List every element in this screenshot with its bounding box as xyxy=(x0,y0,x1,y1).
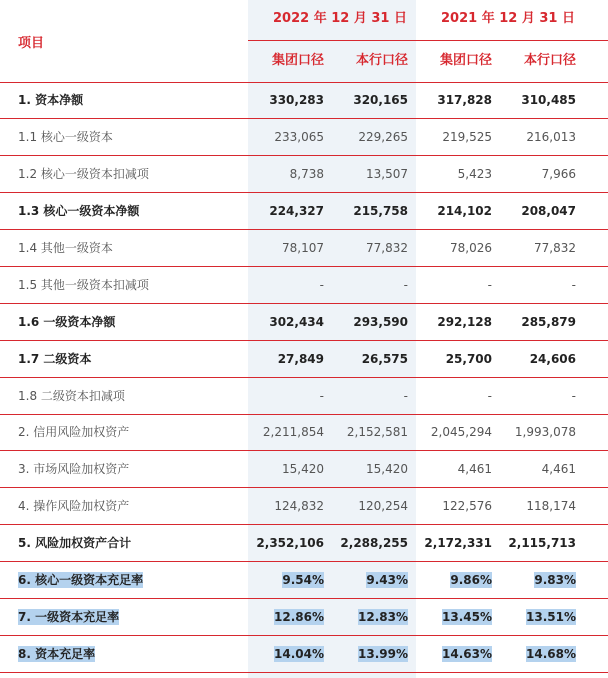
row-value: 330,283 xyxy=(269,93,324,107)
table-row xyxy=(0,378,608,415)
row-label: 1.8 二级资本扣减项 xyxy=(18,389,125,403)
row-value: 24,606 xyxy=(529,352,576,366)
header-year-2022: 2022 年 12 月 31 日 xyxy=(273,11,407,26)
row-value: - xyxy=(487,278,492,292)
row-label: 2. 信用风险加权资产 xyxy=(18,425,130,439)
table-row xyxy=(0,562,608,599)
row-value: 122,576 xyxy=(442,499,492,513)
row-value: 9.86% xyxy=(450,573,492,587)
row-label: 1.5 其他一级资本扣减项 xyxy=(18,278,149,292)
row-value: 27,849 xyxy=(277,352,324,366)
row-label: 1.4 其他一级资本 xyxy=(18,241,113,255)
row-label: 1.1 核心一级资本 xyxy=(18,130,113,144)
table-row xyxy=(0,156,608,193)
row-label: 8. 资本充足率 xyxy=(18,647,96,661)
row-value: 9.43% xyxy=(366,573,408,587)
row-value: 224,327 xyxy=(269,204,324,218)
header-bank-2021: 本行口径 xyxy=(523,53,576,68)
row-value: - xyxy=(319,278,324,292)
row-value: 7,966 xyxy=(541,167,576,181)
table-row xyxy=(0,341,608,378)
row-value: 219,525 xyxy=(442,130,492,144)
row-value: 8,738 xyxy=(289,167,324,181)
table-row xyxy=(0,230,608,267)
row-value: 78,107 xyxy=(282,241,324,255)
row-value: 317,828 xyxy=(437,93,492,107)
row-value: 118,174 xyxy=(526,499,576,513)
row-value: 2,172,331 xyxy=(424,536,492,550)
row-value: 233,065 xyxy=(274,130,324,144)
header-divider xyxy=(248,40,608,41)
row-value: 320,165 xyxy=(353,93,408,107)
table-row xyxy=(0,267,608,304)
row-value: 2,045,294 xyxy=(430,425,492,439)
header-group-2022: 集团口径 xyxy=(271,53,324,68)
row-value: 120,254 xyxy=(358,499,408,513)
table-row xyxy=(0,636,608,673)
row-value: 5,423 xyxy=(457,167,492,181)
row-value: 4,461 xyxy=(541,462,576,476)
row-value: 14.04% xyxy=(274,647,324,661)
table-row xyxy=(0,451,608,488)
row-value: 2,352,106 xyxy=(256,536,324,550)
row-label: 1.6 一级资本净额 xyxy=(18,315,116,329)
row-label: 4. 操作风险加权资产 xyxy=(18,499,130,513)
table-row xyxy=(0,193,608,230)
row-value: 13.99% xyxy=(358,647,408,661)
row-value: - xyxy=(487,389,492,403)
row-value: - xyxy=(319,389,324,403)
table-row xyxy=(0,525,608,562)
row-value: 77,832 xyxy=(366,241,408,255)
row-value: 216,013 xyxy=(526,130,576,144)
row-value: 285,879 xyxy=(521,315,576,329)
row-value: 14.63% xyxy=(442,647,492,661)
row-value: 2,211,854 xyxy=(262,425,324,439)
row-label: 1. 资本净额 xyxy=(18,93,84,107)
row-value: - xyxy=(403,278,408,292)
row-label: 6. 核心一级资本充足率 xyxy=(18,573,144,587)
header-item-label: 项目 xyxy=(18,36,45,51)
row-value: 13.45% xyxy=(442,610,492,624)
row-value: 15,420 xyxy=(366,462,408,476)
row-value: 2,115,713 xyxy=(508,536,576,550)
row-label: 7. 一级资本充足率 xyxy=(18,610,120,624)
header-year-2021: 2021 年 12 月 31 日 xyxy=(441,11,575,26)
row-label: 5. 风险加权资产合计 xyxy=(18,536,132,550)
row-value: 124,832 xyxy=(274,499,324,513)
row-value: 78,026 xyxy=(450,241,492,255)
row-divider xyxy=(0,672,608,673)
row-label: 1.3 核心一级资本净额 xyxy=(18,204,140,218)
row-label: 1.7 二级资本 xyxy=(18,352,92,366)
row-value: 302,434 xyxy=(269,315,324,329)
row-value: 214,102 xyxy=(437,204,492,218)
row-value: 25,700 xyxy=(445,352,492,366)
row-value: 1,993,078 xyxy=(514,425,576,439)
row-value: 208,047 xyxy=(521,204,576,218)
row-value: 9.83% xyxy=(534,573,576,587)
table-row xyxy=(0,414,608,451)
row-value: 229,265 xyxy=(358,130,408,144)
row-value: 9.54% xyxy=(282,573,324,587)
row-value: 4,461 xyxy=(457,462,492,476)
table-row xyxy=(0,119,608,156)
row-value: 215,758 xyxy=(353,204,408,218)
row-value: 26,575 xyxy=(361,352,408,366)
row-value: 2,288,255 xyxy=(340,536,408,550)
row-value: - xyxy=(571,278,576,292)
table-row xyxy=(0,599,608,636)
table-row xyxy=(0,488,608,525)
row-label: 1.2 核心一级资本扣减项 xyxy=(18,167,149,181)
row-value: 77,832 xyxy=(534,241,576,255)
header-group-2021: 集团口径 xyxy=(439,53,492,68)
row-value: 12.83% xyxy=(358,610,408,624)
table-row xyxy=(0,304,608,341)
row-value: 12.86% xyxy=(274,610,324,624)
header-bank-2022: 本行口径 xyxy=(355,53,408,68)
row-label: 3. 市场风险加权资产 xyxy=(18,462,130,476)
row-value: 15,420 xyxy=(282,462,324,476)
row-value: 292,128 xyxy=(437,315,492,329)
row-value: 14.68% xyxy=(526,647,576,661)
table-row xyxy=(0,82,608,119)
row-value: 310,485 xyxy=(521,93,576,107)
row-value: 13.51% xyxy=(526,610,576,624)
row-value: - xyxy=(571,389,576,403)
row-value: 13,507 xyxy=(366,167,408,181)
row-value: 293,590 xyxy=(353,315,408,329)
row-value: - xyxy=(403,389,408,403)
row-value: 2,152,581 xyxy=(346,425,408,439)
